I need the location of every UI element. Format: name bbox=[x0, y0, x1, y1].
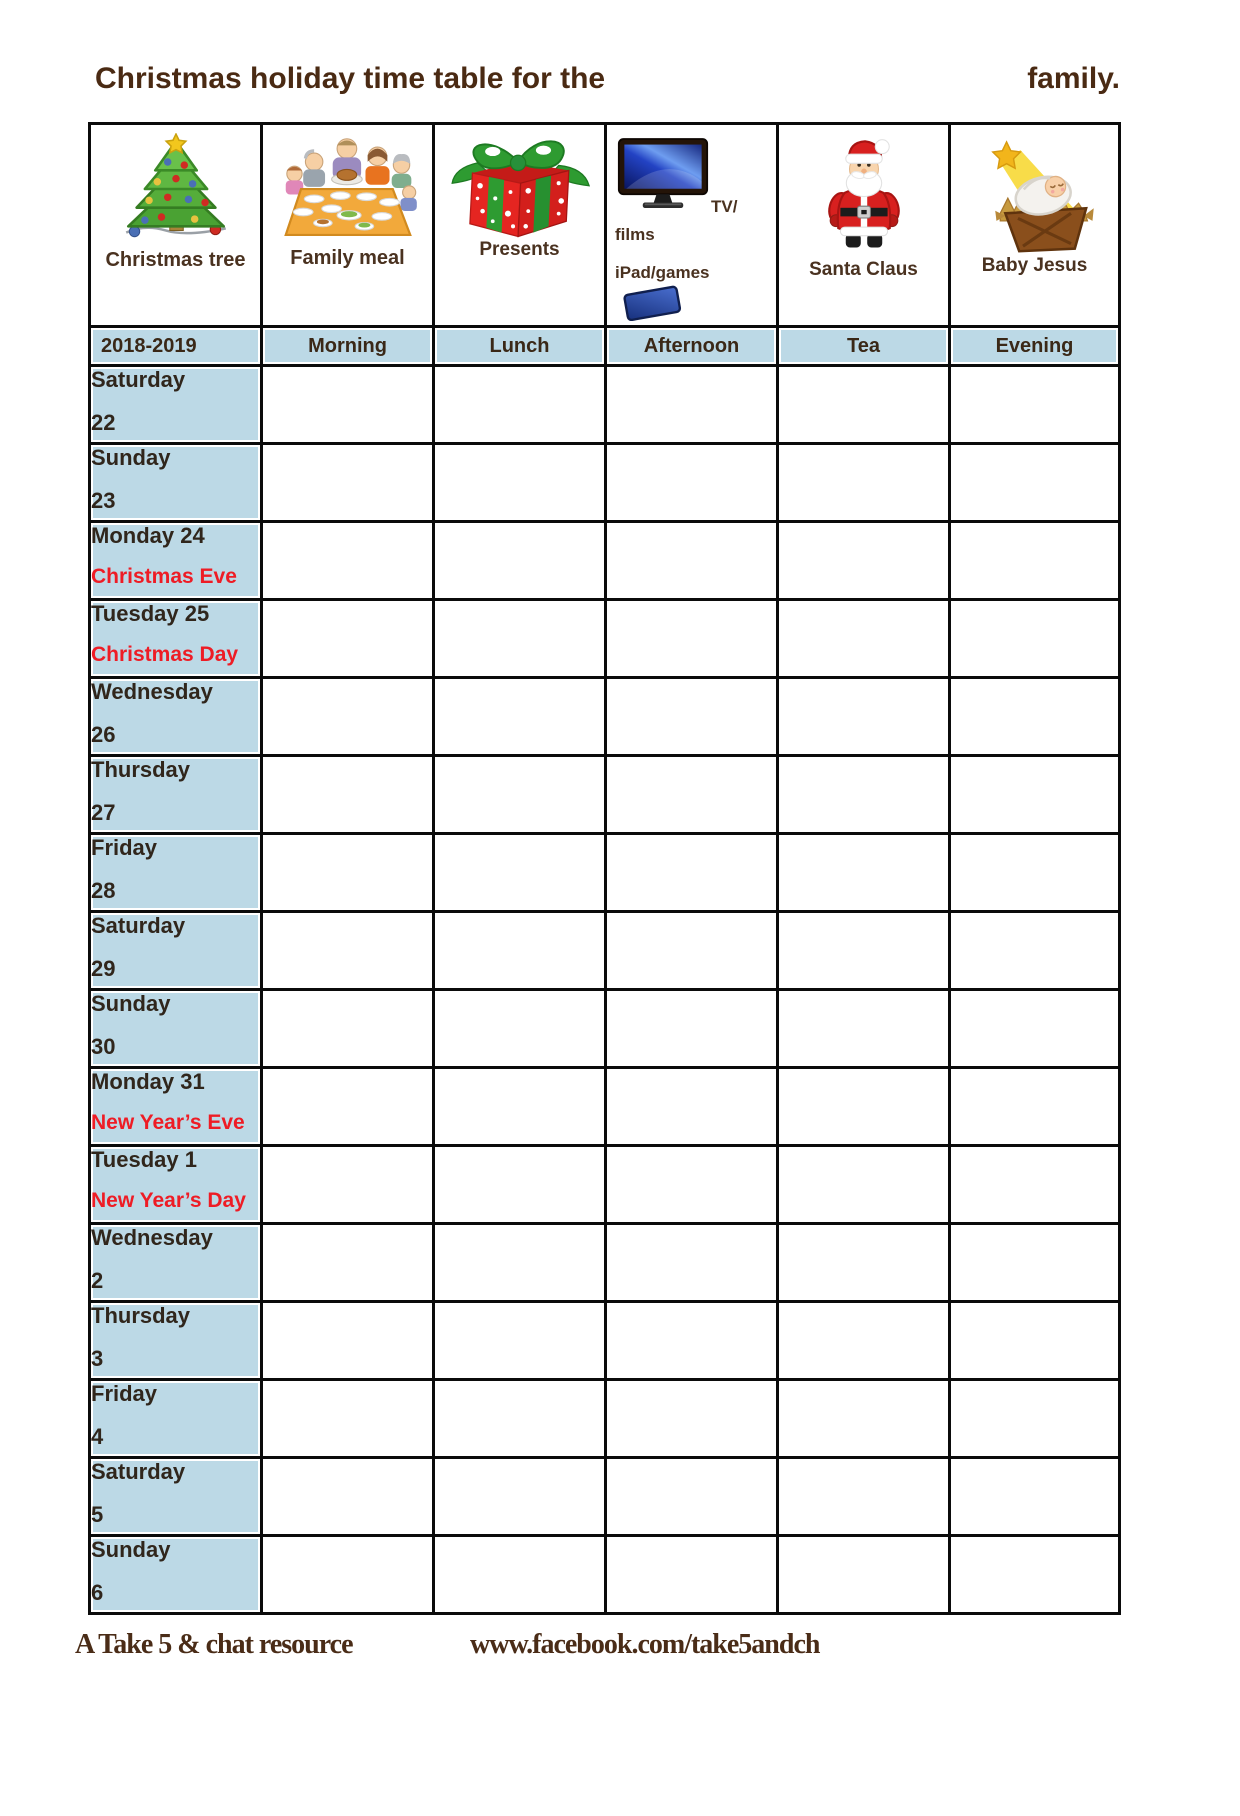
day-name: Sunday bbox=[91, 991, 171, 1016]
day-name: Tuesday 25 bbox=[91, 601, 210, 626]
day-label-cell bbox=[90, 990, 262, 1068]
date-number: 6 bbox=[91, 1580, 104, 1606]
entry-cell-afternoon[interactable] bbox=[606, 522, 778, 600]
entry-cell-lunch[interactable] bbox=[434, 834, 606, 912]
entry-cell-evening[interactable] bbox=[950, 366, 1120, 444]
day-name: Sunday bbox=[91, 1537, 171, 1562]
tv-label: TV/ bbox=[711, 197, 738, 216]
entry-cell-afternoon[interactable] bbox=[606, 678, 778, 756]
legend-baby-jesus bbox=[951, 125, 1118, 325]
day-name: Monday 31 bbox=[91, 1069, 205, 1094]
entry-cell-tea[interactable] bbox=[778, 1302, 950, 1380]
legend-santa-claus bbox=[779, 125, 948, 325]
entry-cell-lunch[interactable] bbox=[434, 444, 606, 522]
date-number: 26 bbox=[91, 722, 116, 748]
day-label-cell bbox=[90, 1458, 262, 1536]
entry-cell-morning[interactable] bbox=[262, 756, 434, 834]
footer bbox=[75, 1629, 1240, 1661]
entry-cell-tea[interactable] bbox=[778, 1068, 950, 1146]
date-number: 2 bbox=[91, 1268, 104, 1294]
entry-cell-tea[interactable] bbox=[778, 834, 950, 912]
day-label-cell bbox=[90, 1536, 262, 1614]
table-row bbox=[90, 1068, 1120, 1146]
day-name: Friday bbox=[91, 835, 158, 860]
date-number: 3 bbox=[91, 1346, 104, 1372]
family-meal-icon bbox=[277, 133, 419, 243]
day-name: Saturday bbox=[91, 367, 186, 392]
entry-cell-lunch[interactable] bbox=[434, 756, 606, 834]
legend-label-baby-jesus: Baby Jesus bbox=[981, 255, 1088, 276]
entry-cell-morning[interactable] bbox=[262, 1458, 434, 1536]
day-label-cell bbox=[90, 1302, 262, 1380]
day-label-cell bbox=[90, 444, 262, 522]
column-header-row bbox=[90, 327, 1120, 366]
timetable-body bbox=[90, 366, 1120, 1614]
day-label-cell bbox=[90, 678, 262, 756]
entry-cell-morning[interactable] bbox=[262, 600, 434, 678]
entry-cell-tea[interactable] bbox=[778, 756, 950, 834]
entry-cell-evening[interactable] bbox=[950, 1224, 1120, 1302]
entry-cell-tea[interactable] bbox=[778, 366, 950, 444]
day-label-cell bbox=[90, 1224, 262, 1302]
timetable bbox=[88, 122, 1121, 1615]
entry-cell-tea[interactable] bbox=[778, 1224, 950, 1302]
day-label-cell bbox=[90, 756, 262, 834]
page-title bbox=[95, 62, 1120, 96]
entry-cell-lunch[interactable] bbox=[434, 912, 606, 990]
tablet-icon bbox=[619, 283, 685, 321]
day-name: Monday 24 bbox=[91, 523, 205, 548]
entry-cell-lunch[interactable] bbox=[434, 990, 606, 1068]
day-name: Wednesday bbox=[91, 1225, 213, 1250]
date-number: 5 bbox=[91, 1502, 104, 1528]
entry-cell-morning[interactable] bbox=[262, 990, 434, 1068]
timetable-sheet bbox=[88, 122, 1118, 1615]
day-name: Saturday bbox=[91, 913, 186, 938]
footer-resource-credit: A Take 5 & chat resource bbox=[75, 1629, 353, 1660]
entry-cell-lunch[interactable] bbox=[434, 1146, 606, 1224]
entry-cell-tea[interactable] bbox=[778, 1536, 950, 1614]
table-row bbox=[90, 1380, 1120, 1458]
table-row bbox=[90, 1458, 1120, 1536]
entry-cell-lunch[interactable] bbox=[434, 600, 606, 678]
table-row bbox=[90, 1302, 1120, 1380]
header-morning: Morning bbox=[262, 327, 434, 366]
header-evening: Evening bbox=[950, 327, 1120, 366]
legend-row bbox=[90, 124, 1120, 327]
entry-cell-lunch[interactable] bbox=[434, 1302, 606, 1380]
day-name: Tuesday 1 bbox=[91, 1147, 197, 1172]
page-title-family: family. bbox=[1027, 62, 1120, 95]
entry-cell-evening[interactable] bbox=[950, 990, 1120, 1068]
entry-cell-evening[interactable] bbox=[950, 444, 1120, 522]
entry-cell-afternoon[interactable] bbox=[606, 1068, 778, 1146]
holiday-label: New Year’s Eve bbox=[91, 1111, 245, 1135]
legend-label-family-meal: Family meal bbox=[290, 247, 405, 269]
entry-cell-morning[interactable] bbox=[262, 1224, 434, 1302]
entry-cell-evening[interactable] bbox=[950, 912, 1120, 990]
legend-label-christmas-tree: Christmas tree bbox=[105, 249, 246, 271]
entry-cell-morning[interactable] bbox=[262, 1536, 434, 1614]
entry-cell-afternoon[interactable] bbox=[606, 366, 778, 444]
header-season: 2018-2019 bbox=[90, 327, 262, 366]
holiday-label: Christmas Day bbox=[91, 643, 239, 667]
entry-cell-lunch[interactable] bbox=[434, 1380, 606, 1458]
films-label: films bbox=[615, 225, 655, 244]
baby-jesus-icon bbox=[962, 135, 1108, 255]
entry-cell-lunch[interactable] bbox=[434, 1536, 606, 1614]
entry-cell-morning[interactable] bbox=[262, 366, 434, 444]
day-name: Friday bbox=[91, 1381, 158, 1406]
entry-cell-afternoon[interactable] bbox=[606, 1302, 778, 1380]
entry-cell-evening[interactable] bbox=[950, 1458, 1120, 1536]
entry-cell-morning[interactable] bbox=[262, 1302, 434, 1380]
table-row bbox=[90, 366, 1120, 444]
day-label-cell bbox=[90, 1380, 262, 1458]
entry-cell-evening[interactable] bbox=[950, 678, 1120, 756]
table-row bbox=[90, 1536, 1120, 1614]
entry-cell-afternoon[interactable] bbox=[606, 1536, 778, 1614]
holiday-label: Christmas Eve bbox=[91, 565, 237, 589]
entry-cell-lunch[interactable] bbox=[434, 678, 606, 756]
legend-christmas-tree bbox=[91, 125, 260, 325]
entry-cell-morning[interactable] bbox=[262, 1146, 434, 1224]
entry-cell-afternoon[interactable] bbox=[606, 1380, 778, 1458]
date-number: 28 bbox=[91, 878, 116, 904]
entry-cell-morning[interactable] bbox=[262, 834, 434, 912]
entry-cell-tea[interactable] bbox=[778, 444, 950, 522]
table-row bbox=[90, 1224, 1120, 1302]
day-label-cell bbox=[90, 522, 262, 600]
entry-cell-tea[interactable] bbox=[778, 1458, 950, 1536]
day-name: Sunday bbox=[91, 445, 171, 470]
entry-cell-evening[interactable] bbox=[950, 756, 1120, 834]
entry-cell-lunch[interactable] bbox=[434, 366, 606, 444]
entry-cell-afternoon[interactable] bbox=[606, 600, 778, 678]
entry-cell-morning[interactable] bbox=[262, 1068, 434, 1146]
legend-label-presents: Presents bbox=[479, 239, 560, 260]
santa-claus-icon bbox=[814, 137, 914, 255]
entry-cell-evening[interactable] bbox=[950, 1302, 1120, 1380]
entry-cell-morning[interactable] bbox=[262, 522, 434, 600]
entry-cell-evening[interactable] bbox=[950, 834, 1120, 912]
entry-cell-lunch[interactable] bbox=[434, 1068, 606, 1146]
table-row bbox=[90, 522, 1120, 600]
entry-cell-afternoon[interactable] bbox=[606, 834, 778, 912]
entry-cell-afternoon[interactable] bbox=[606, 990, 778, 1068]
entry-cell-tea[interactable] bbox=[778, 912, 950, 990]
entry-cell-evening[interactable] bbox=[950, 1146, 1120, 1224]
entry-cell-evening[interactable] bbox=[950, 1380, 1120, 1458]
table-row bbox=[90, 990, 1120, 1068]
date-number: 27 bbox=[91, 800, 116, 826]
day-label-cell bbox=[90, 834, 262, 912]
table-row bbox=[90, 834, 1120, 912]
day-label-cell bbox=[90, 912, 262, 990]
entry-cell-lunch[interactable] bbox=[434, 1458, 606, 1536]
table-row bbox=[90, 678, 1120, 756]
entry-cell-lunch[interactable] bbox=[434, 1224, 606, 1302]
date-number: 23 bbox=[91, 488, 116, 514]
tv-screen-icon bbox=[617, 137, 709, 211]
day-label-cell bbox=[90, 366, 262, 444]
legend-presents bbox=[435, 125, 604, 325]
day-name: Saturday bbox=[91, 1459, 186, 1484]
entry-cell-tea[interactable] bbox=[778, 990, 950, 1068]
day-name: Thursday bbox=[91, 757, 191, 782]
entry-cell-afternoon[interactable] bbox=[606, 1224, 778, 1302]
christmas-tree-icon bbox=[113, 133, 239, 245]
entry-cell-lunch[interactable] bbox=[434, 522, 606, 600]
entry-cell-morning[interactable] bbox=[262, 444, 434, 522]
entry-cell-morning[interactable] bbox=[262, 678, 434, 756]
footer-facebook-url: www.facebook.com/take5andch bbox=[470, 1629, 820, 1660]
table-row bbox=[90, 1146, 1120, 1224]
entry-cell-evening[interactable] bbox=[950, 522, 1120, 600]
header-afternoon: Afternoon bbox=[606, 327, 778, 366]
legend-family-meal bbox=[263, 125, 432, 325]
table-row bbox=[90, 912, 1120, 990]
entry-cell-evening[interactable] bbox=[950, 1536, 1120, 1614]
entry-cell-afternoon[interactable] bbox=[606, 1146, 778, 1224]
day-label-cell bbox=[90, 600, 262, 678]
entry-cell-tea[interactable] bbox=[778, 1146, 950, 1224]
date-number: 4 bbox=[91, 1424, 104, 1450]
date-number: 29 bbox=[91, 956, 116, 982]
ipad-games-label: iPad/games bbox=[615, 263, 710, 282]
entry-cell-tea[interactable] bbox=[778, 678, 950, 756]
day-name: Thursday bbox=[91, 1303, 191, 1328]
day-label-cell bbox=[90, 1146, 262, 1224]
date-number: 30 bbox=[91, 1034, 116, 1060]
legend-screens bbox=[607, 125, 776, 325]
table-row bbox=[90, 600, 1120, 678]
header-lunch: Lunch bbox=[434, 327, 606, 366]
entry-cell-morning[interactable] bbox=[262, 912, 434, 990]
entry-cell-afternoon[interactable] bbox=[606, 1458, 778, 1536]
entry-cell-afternoon[interactable] bbox=[606, 912, 778, 990]
date-number: 22 bbox=[91, 410, 116, 436]
entry-cell-evening[interactable] bbox=[950, 1068, 1120, 1146]
entry-cell-tea[interactable] bbox=[778, 522, 950, 600]
entry-cell-afternoon[interactable] bbox=[606, 756, 778, 834]
header-tea: Tea bbox=[778, 327, 950, 366]
page-title-main: Christmas holiday time table for the bbox=[95, 62, 606, 95]
day-label-cell bbox=[90, 1068, 262, 1146]
table-row bbox=[90, 444, 1120, 522]
holiday-label: New Year’s Day bbox=[91, 1189, 246, 1213]
entry-cell-morning[interactable] bbox=[262, 1380, 434, 1458]
entry-cell-evening[interactable] bbox=[950, 600, 1120, 678]
day-name: Wednesday bbox=[91, 679, 213, 704]
presents-icon bbox=[445, 135, 595, 239]
entry-cell-afternoon[interactable] bbox=[606, 444, 778, 522]
entry-cell-tea[interactable] bbox=[778, 600, 950, 678]
legend-label-santa-claus: Santa Claus bbox=[809, 259, 918, 280]
table-row bbox=[90, 756, 1120, 834]
entry-cell-tea[interactable] bbox=[778, 1380, 950, 1458]
